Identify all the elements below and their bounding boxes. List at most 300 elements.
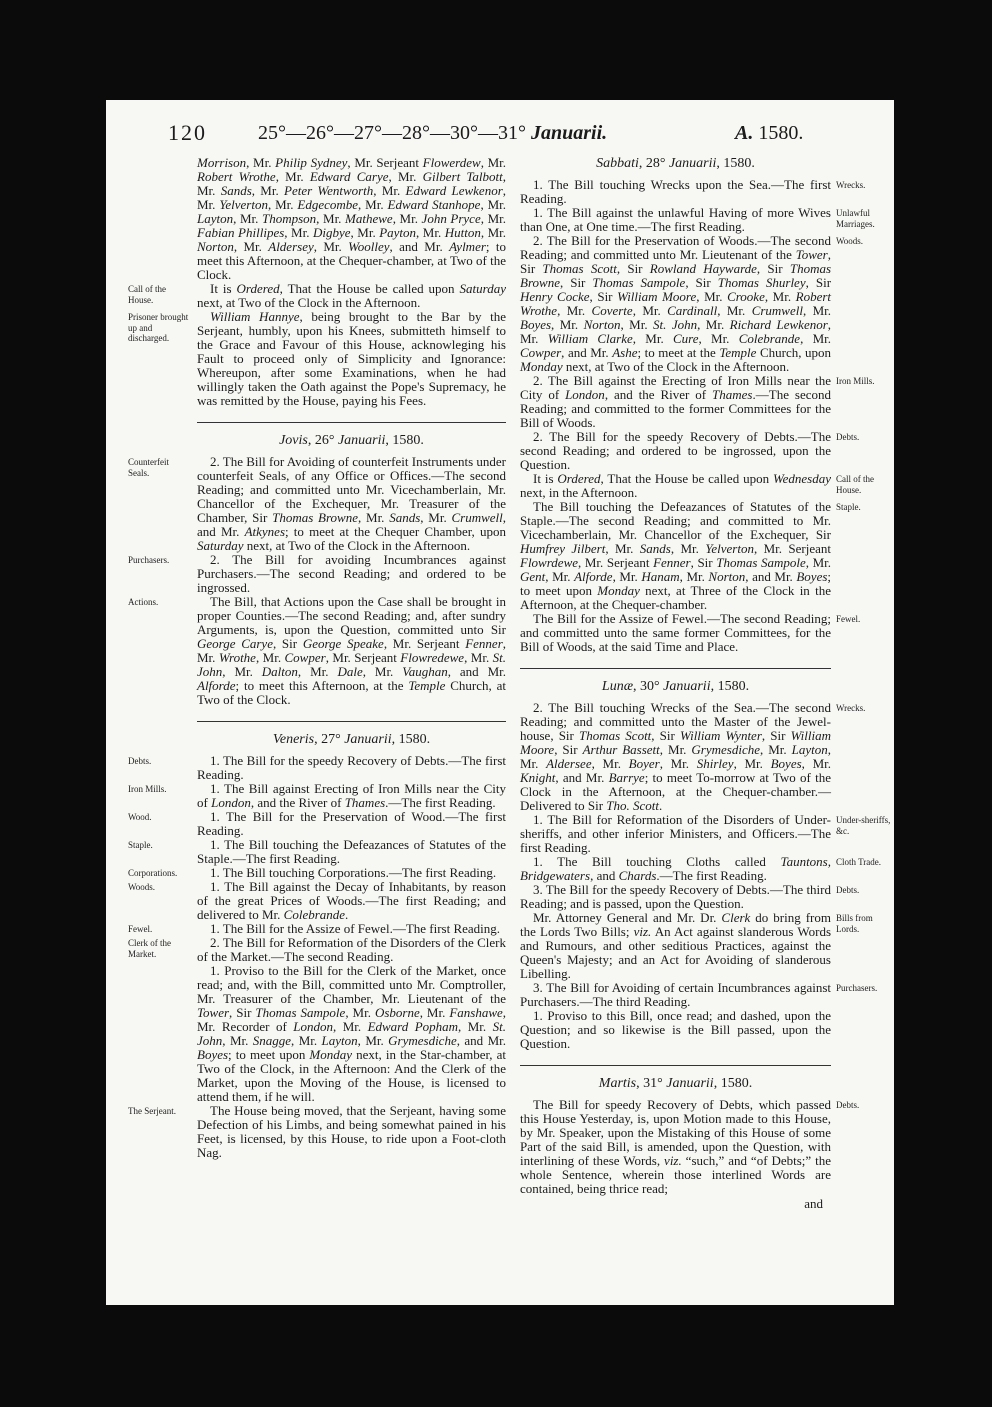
- text-run: , Sir: [685, 275, 718, 290]
- text-run: , Sir: [690, 555, 717, 570]
- right-column: [520, 156, 891, 1211]
- italic-run: Sabbati: [596, 156, 639, 171]
- italic-run: Jovis: [279, 433, 308, 448]
- italic-run: viz.: [633, 924, 652, 939]
- italic-run: William Wynter: [679, 728, 762, 743]
- text-run: , Mr.: [392, 211, 422, 226]
- text-run: , Mr.: [591, 756, 629, 771]
- italic-run: St. John: [653, 317, 698, 332]
- text-run: “such,” and “of Debts;” the whole Sentence, wherein those interlined Words are contained, being thrice read;: [520, 1153, 831, 1196]
- italic-run: Flowerdew: [422, 155, 481, 170]
- text-run: , Mr.: [801, 756, 832, 771]
- italic-run: Wednesday: [772, 471, 831, 486]
- entry-paragraph: [128, 309, 506, 408]
- text-run: , Sir: [616, 261, 650, 276]
- text-run: , Mr.: [350, 225, 380, 240]
- entry-paragraph: [520, 812, 891, 855]
- text-run: 1. The Bill touching Wrecks upon the Sea.—The first Reading.: [520, 177, 831, 206]
- text-run: , and Mr.: [555, 770, 609, 785]
- text-run: , Sir: [272, 636, 303, 651]
- italic-run: Gilbert Talbott: [422, 169, 503, 184]
- text-run: , Mr.: [358, 197, 388, 212]
- year-label: 1580.: [758, 122, 804, 144]
- text-run: , Mr.: [222, 1033, 253, 1048]
- text-run: , Mr.: [233, 211, 262, 226]
- italic-run: Sands: [639, 541, 671, 556]
- margin-note: Staple.: [128, 840, 153, 850]
- italic-run: Barrye: [608, 770, 645, 785]
- text-run: , Mr.: [696, 289, 728, 304]
- text-run: , 1580.: [385, 433, 424, 448]
- margin-note: Fewel.: [128, 924, 153, 934]
- margin-note: Actions.: [128, 597, 159, 607]
- entry-paragraph: [197, 156, 506, 282]
- entry-paragraph: [520, 980, 878, 1009]
- text-run: , and Mr.: [389, 239, 450, 254]
- italic-run: Dale: [337, 664, 363, 679]
- text-run: The Bill, that Actions upon the Case shall be brought in proper Counties.—The second Reading; and, after sundry Arguments, is, upon the Question, committed unto Sir: [197, 594, 506, 637]
- italic-run: Flowredewe: [400, 650, 465, 665]
- text-run: 2. The Bill for the Preservation of Woods.—The second Reading; and committed unto Mr. Lieutenant of the: [520, 233, 831, 262]
- italic-run: Crumwell: [751, 303, 803, 318]
- text-run: , Mr.: [332, 1019, 368, 1034]
- text-run: , Mr.: [419, 1005, 450, 1020]
- text-run: 1. The Bill against the unlawful Having of more Wives than One, at One time.—The first Reading.: [520, 205, 831, 234]
- italic-run: Richard Lewkenor: [729, 317, 828, 332]
- entry-paragraph: [128, 879, 506, 922]
- italic-run: Thomas Scott: [579, 728, 652, 743]
- text-run: 3. The Bill for Avoiding of certain Incumbrances against Purchasers.—The third Reading.: [520, 980, 831, 1009]
- text-run: , Mr.: [267, 197, 298, 212]
- text-run: , Sir: [229, 1005, 256, 1020]
- margin-note: Wrecks.: [836, 180, 866, 190]
- day-heading: [197, 732, 506, 748]
- italic-run: Snagge: [252, 1033, 292, 1048]
- section-rule: [197, 422, 506, 423]
- italic-run: Cowper: [520, 345, 562, 360]
- entry-paragraph: [128, 454, 507, 553]
- italic-run: Temple: [719, 345, 757, 360]
- text-run: , Mr.: [697, 317, 730, 332]
- text-run: .—The second Reading; and committed to the former Committees for the Bill of Woods.: [520, 387, 831, 430]
- text-run: , Mr.: [520, 317, 832, 346]
- text-run: The Bill for the Assize of Fewel.—The second Reading; and committed unto the same former Committees, for the Bill of Woods, at the said Time and Place.: [520, 611, 831, 654]
- italic-run: Sands: [220, 183, 252, 198]
- italic-run: Thames: [344, 795, 386, 810]
- text-run: , Mr.: [698, 331, 739, 346]
- text-run: , Mr.: [520, 742, 832, 771]
- text-run: , Mr. Serjeant: [383, 636, 466, 651]
- text-run: , Mr.: [733, 756, 771, 771]
- day-heading: [520, 679, 831, 695]
- entry-paragraph: [520, 233, 864, 374]
- italic-run: Edward Lewkenor: [405, 183, 503, 198]
- text-run: .—The first Reading.: [385, 795, 496, 810]
- italic-run: Humfrey Jilbert: [520, 541, 606, 556]
- italic-run: Thomas Scott: [542, 261, 617, 276]
- text-run: ; to meet To-morrow at Two of the Clock in the Afternoon, at the Chequer-chamber.—Delivered to Sir: [520, 770, 831, 813]
- catchword: and: [804, 1196, 823, 1211]
- entry-paragraph: [128, 935, 506, 964]
- text-run: , Sir: [559, 275, 593, 290]
- text-run: , Mr. Serjeant: [578, 555, 654, 570]
- text-run: .: [659, 798, 663, 813]
- entry-paragraph: [128, 753, 506, 782]
- margin-note: Bills from Lords.: [836, 913, 873, 934]
- italic-run: William Moore: [520, 728, 832, 757]
- text-run: , and the River of: [604, 387, 713, 402]
- italic-run: Monday: [309, 1047, 353, 1062]
- text-run: , Mr.: [612, 569, 642, 584]
- margin-note: Unlawful Marriages.: [836, 208, 875, 229]
- italic-run: Lunæ: [601, 679, 634, 694]
- text-run: , That the House be called upon: [279, 281, 460, 296]
- italic-run: Fabian Phillipes: [197, 225, 285, 240]
- text-run: ; to meet upon: [228, 1047, 310, 1062]
- margin-note: Corporations.: [128, 868, 178, 878]
- entry-paragraph: [520, 177, 866, 206]
- text-run: ; to meet at the Chequer Chamber, upon: [285, 524, 506, 539]
- text-run: , Mr.: [557, 303, 592, 318]
- text-run: , Mr.: [480, 197, 507, 212]
- italic-run: Ashe: [612, 345, 638, 360]
- text-run: 2. The Bill for Avoiding of counterfeit Instruments under counterfeit Seals, of any Office or Offices.—The second Reading; and committed unto Mr. Vicechamberlain, Mr. Chancellor of the Exchequer, Mr. Treasurer of the Chamber, Sir: [197, 454, 506, 525]
- margin-note: Call of the House.: [836, 474, 874, 495]
- text-run: , Mr.: [632, 303, 668, 318]
- text-run: next, at Three of the Clock in the Afternoon, at the Chequer-chamber.: [520, 583, 831, 612]
- text-run: 1. The Bill for the speedy Recovery of Debts.—The first Reading.: [197, 753, 506, 782]
- italic-run: Boyes: [770, 756, 802, 771]
- entry-paragraph: [520, 700, 866, 813]
- text-run: , Mr.: [313, 239, 349, 254]
- margin-note: Wood.: [128, 812, 152, 822]
- italic-run: Thames: [712, 387, 753, 402]
- italic-run: Tho. Scott: [606, 798, 660, 813]
- italic-run: Temple: [408, 678, 446, 693]
- italic-run: Januarii: [666, 1076, 714, 1091]
- text-run: 2. The Bill against the Erecting of Iron Mills near the City of: [520, 373, 831, 402]
- text-run: , Mr.: [197, 636, 507, 665]
- margin-note: Under-sheriffs, &c.: [836, 815, 891, 836]
- text-run: 1. The Bill for Reformation of the Disorders of Under-sheriffs, and other inferior Ministers, and Officers.—The first Reading.: [520, 812, 831, 855]
- italic-run: Aldersey: [268, 239, 314, 254]
- text-run: , Mr.: [291, 1033, 322, 1048]
- margin-note: Debts.: [836, 432, 860, 442]
- italic-run: Henry Cocke: [520, 289, 590, 304]
- text-run: , Mr.: [659, 756, 697, 771]
- left-column: [128, 155, 507, 1160]
- entry-paragraph: [128, 552, 506, 595]
- italic-run: Digbye: [312, 225, 351, 240]
- text-run: 2. The Bill for avoiding Incumbrances against Purchasers.—The second Reading; and ordered to be ingrossed.: [197, 552, 506, 595]
- text-run: , Mr.: [764, 289, 796, 304]
- italic-run: Shirley: [696, 756, 734, 771]
- italic-run: St. John: [197, 650, 507, 679]
- italic-run: Monday: [597, 583, 640, 598]
- text-run: Mr. Attorney General and Mr. Dr.: [533, 910, 722, 925]
- text-run: , Mr.: [197, 169, 507, 198]
- italic-run: Chards: [618, 868, 657, 883]
- italic-run: Hutton: [444, 225, 481, 240]
- italic-run: Woolley: [348, 239, 390, 254]
- text-run: ; to meet this Afternoon, at the: [235, 678, 409, 693]
- italic-run: Layton: [791, 742, 828, 757]
- text-run: , Sir: [756, 261, 790, 276]
- margin-note: Staple.: [836, 502, 861, 512]
- italic-run: Grymesdiche: [691, 742, 761, 757]
- text-run: An Act against slanderous Words and Rumours, and other seditious Practices, against the Queen's Majesty; and an Act for Avoiding of slanderous Libelling.: [520, 924, 832, 981]
- section-rule: [197, 721, 506, 722]
- italic-run: Atkynes: [244, 524, 285, 539]
- italic-run: Crooke: [727, 289, 765, 304]
- italic-run: Edward Stanhope: [387, 197, 481, 212]
- text-run: , Mr.: [357, 1033, 389, 1048]
- day-heading: [520, 1076, 831, 1092]
- text-run: 1. The Bill touching the Defeazances of Statutes of the Staple.—The first Reading.: [197, 837, 506, 866]
- italic-run: Thompson: [261, 211, 317, 226]
- page-number: 120: [168, 120, 207, 145]
- italic-run: John Pryce: [421, 211, 481, 226]
- italic-run: Aylmer: [449, 239, 486, 254]
- text-run: , Mr.: [760, 742, 792, 757]
- entry-paragraph: [128, 865, 506, 880]
- text-run: , Mr.: [620, 317, 654, 332]
- text-run: , Mr.: [197, 183, 507, 212]
- text-run: 1. The Bill against Erecting of Iron Mills near the City of: [197, 781, 506, 810]
- italic-run: Cowper: [284, 650, 326, 665]
- italic-run: Morrison: [197, 155, 247, 170]
- text-run: 1. The Bill for the Preservation of Wood.—The first Reading.: [197, 809, 506, 838]
- italic-run: Grymesdiche: [388, 1033, 457, 1048]
- italic-run: Colebrande: [738, 331, 801, 346]
- text-run: The Bill touching the Defeazances of Statutes of the Staple.—The second Reading; and committed to Mr. Vicechamberlain, Mr. Chancellor of the Exchequer, Sir: [520, 499, 831, 542]
- text-run: , 27°: [314, 732, 345, 747]
- italic-run: Thomas Browne: [272, 510, 358, 525]
- italic-run: Hanam: [641, 569, 680, 584]
- text-run: , Mr.: [802, 303, 832, 318]
- text-run: , and Mr.: [456, 1033, 506, 1048]
- margin-note: Debts.: [836, 1100, 860, 1110]
- margin-note: Cloth Trade.: [836, 857, 882, 867]
- text-run: , Mr.: [800, 331, 832, 346]
- italic-run: William Moore: [617, 289, 697, 304]
- text-run: ; to meet at the: [637, 345, 720, 360]
- section-rule: [520, 1065, 831, 1066]
- text-run: ; to meet this Afternoon, at the Chequer-chamber, at Two of the Clock.: [197, 239, 506, 282]
- text-run: , Mr.: [679, 569, 709, 584]
- text-run: , Mr.: [416, 225, 445, 240]
- margin-note: Purchasers.: [128, 555, 170, 565]
- text-run: , Mr.: [233, 239, 269, 254]
- running-title-month: Januarii.: [531, 122, 608, 144]
- italic-run: Norton: [583, 317, 621, 332]
- text-run: , Mr.: [480, 225, 507, 240]
- text-run: , Mr. Serjeant: [753, 541, 831, 556]
- text-run: , and Mr.: [197, 510, 507, 539]
- italic-run: Mathewe: [345, 211, 393, 226]
- italic-run: viz.: [664, 1153, 682, 1168]
- italic-run: Clerk: [721, 910, 751, 925]
- text-run: , That the House be called upon: [600, 471, 773, 486]
- italic-run: Saturday: [197, 538, 244, 553]
- text-run: The Bill for speedy Recovery of Debts, which passed this House Yesterday, is, upon Motion made to this House, by Mr. Speaker, upon the Mistaking of this House of some Part of the said Bill, is amended, upon the Question, with interlining of these Words,: [520, 1097, 831, 1168]
- running-year: [735, 120, 803, 146]
- day-heading: [520, 156, 831, 172]
- text-run: 1. The Bill against the Decay of Inhabitants, by reason of the great Prices of Woods.—The first Reading; and delivered to Mr.: [197, 879, 506, 922]
- text-run: , and the River of: [250, 795, 345, 810]
- italic-run: Coverte: [591, 303, 633, 318]
- italic-run: Januarii: [344, 732, 392, 747]
- italic-run: Fanshawe: [449, 1005, 503, 1020]
- entry-paragraph: [520, 1009, 831, 1051]
- text-run: , 31°: [636, 1076, 667, 1091]
- italic-run: Januarii: [337, 433, 386, 448]
- text-run: , 1580.: [713, 1076, 753, 1091]
- text-run: , being brought to the Bar by the Serjeant, humbly, upon his Knees, submitteth himself to the Grace and Favour of this House, acknowleging his Fault to proceed only of Simplicity and Ignorance: Whereupon, after some Examinations, when he had willingly taken the Oath against the Pope's Supremacy, he was remitted by the House, paying his Fees.: [197, 309, 506, 408]
- italic-run: Januarii: [663, 679, 711, 694]
- margin-note: Fewel.: [836, 614, 861, 624]
- margin-note: Woods.: [836, 236, 864, 246]
- text-run: , 30°: [633, 679, 664, 694]
- italic-run: Wrothe: [218, 650, 256, 665]
- text-run: , Mr.: [545, 569, 575, 584]
- text-run: , and: [590, 868, 619, 883]
- entry-paragraph: [128, 837, 506, 866]
- text-run: , Mr.: [659, 742, 692, 757]
- entry-paragraph: [197, 964, 506, 1104]
- text-run: , Sir: [805, 275, 832, 290]
- text-run: 1. Proviso to the Bill for the Clerk of the Market, once read; and, with the Bill, committed unto Mr. Comptroller, Mr. Treasurer of the Chamber, Mr. Lieutenant of the: [197, 963, 506, 1006]
- running-title-dates: 25°—26°—27°—28°—30°—31°: [258, 122, 526, 144]
- text-run: The House being moved, that the Serjeant, having some Defection of his Limbs, and being somewhat pained in his Feet, is licensed, by this House, to ride upon a Foot-cloth Nag.: [197, 1103, 506, 1160]
- text-run: , Mr.: [717, 303, 752, 318]
- text-run: , Sir: [589, 289, 618, 304]
- margin-note: Debts.: [128, 756, 152, 766]
- italic-run: Dalton: [261, 664, 298, 679]
- italic-run: Aldersee: [546, 756, 592, 771]
- margin-note: Debts.: [836, 885, 860, 895]
- italic-run: London: [565, 387, 605, 402]
- text-run: , 1580.: [716, 156, 755, 171]
- entry-paragraph: [520, 471, 874, 500]
- italic-run: Boyes: [197, 1047, 229, 1062]
- italic-run: Cardinall: [667, 303, 718, 318]
- italic-run: Knight: [520, 770, 556, 785]
- text-run: , Mr.: [362, 664, 403, 679]
- entry-paragraph: [128, 809, 506, 838]
- text-run: , Mr.: [420, 510, 452, 525]
- italic-run: Saturday: [459, 281, 506, 296]
- italic-run: Layton: [321, 1033, 358, 1048]
- entry-paragraph: [520, 910, 873, 981]
- text-run: , Mr.: [284, 225, 313, 240]
- text-run: Church, upon: [756, 345, 831, 360]
- italic-run: Yelverton: [705, 541, 754, 556]
- text-run: next, in the Afternoon.: [520, 485, 638, 500]
- text-run: 2. The Bill for the speedy Recovery of Debts.—The second Reading; and ordered to be ingrossed, upon the Question.: [520, 429, 831, 472]
- text-run: 2. The Bill for Reformation of the Disorders of the Clerk of the Market.—The second Reading.: [197, 935, 506, 964]
- italic-run: Flowrdewe: [520, 555, 579, 570]
- italic-run: Boyer: [628, 756, 660, 771]
- anno-label: A.: [735, 122, 754, 144]
- text-run: , Sir: [554, 742, 583, 757]
- margin-note: The Serjeant.: [128, 1106, 176, 1116]
- margin-note: Iron Mills.: [836, 376, 875, 386]
- text-run: next, at Two of the Clock in the Afternoon.: [197, 295, 421, 310]
- text-run: , Mr.: [297, 664, 338, 679]
- italic-run: Edward Popham: [367, 1019, 459, 1034]
- italic-run: Martis: [598, 1076, 637, 1091]
- entry-paragraph: [520, 499, 861, 612]
- italic-run: Layton: [197, 211, 234, 226]
- text-run: , 1580.: [710, 679, 750, 694]
- italic-run: Sands: [389, 510, 421, 525]
- entry-paragraph: [520, 882, 860, 911]
- italic-run: St. John: [197, 1019, 506, 1048]
- entry-paragraph: [520, 1097, 860, 1196]
- italic-run: Alforde: [574, 569, 613, 584]
- text-run: , Mr.: [464, 650, 493, 665]
- section-rule: [520, 668, 831, 669]
- italic-run: Ordered: [557, 471, 601, 486]
- italic-run: George Carye: [197, 636, 273, 651]
- text-run: , Mr.: [275, 169, 310, 184]
- margin-note: Call of the House.: [128, 284, 166, 305]
- italic-run: Alforde: [197, 678, 236, 693]
- italic-run: Cure: [672, 331, 699, 346]
- text-run: , Mr.: [458, 1019, 493, 1034]
- text-run: , Sir: [651, 728, 680, 743]
- italic-run: Peter Wentworth: [284, 183, 374, 198]
- italic-run: Monday: [520, 359, 563, 374]
- text-run: , 1580.: [391, 732, 431, 747]
- text-run: , 28°: [638, 156, 669, 171]
- margin-note: Clerk of the Market.: [128, 938, 171, 959]
- text-run: ; to meet upon: [520, 569, 832, 598]
- text-run: , Mr.: [632, 331, 673, 346]
- italic-run: Crumwell: [451, 510, 503, 525]
- text-run: .—The first Reading.: [656, 868, 767, 883]
- margin-note: Woods.: [128, 882, 156, 892]
- page-scan: [106, 100, 894, 1305]
- italic-run: Fenner: [465, 636, 503, 651]
- italic-run: Ordered: [236, 281, 280, 296]
- italic-run: Yelverton: [219, 197, 268, 212]
- text-run: , Mr.: [358, 510, 390, 525]
- italic-run: Thomas Shurley: [717, 275, 806, 290]
- entry-paragraph: [520, 611, 861, 654]
- text-run: , and Mr.: [745, 569, 797, 584]
- italic-run: Vaughan: [402, 664, 448, 679]
- entry-paragraph: [520, 429, 860, 472]
- text-run: , Mr.: [222, 664, 262, 679]
- text-run: do bring from the Lords Two Bills;: [520, 910, 831, 939]
- margin-note: Prisoner brought up and discharged.: [128, 312, 189, 343]
- text-run: , Mr.: [805, 555, 832, 570]
- text-run: , Mr.: [480, 211, 506, 226]
- text-run: next, at Two of the Clock in the Afternoon.: [562, 359, 790, 374]
- text-run: , Mr.: [246, 155, 276, 170]
- text-run: Church, at Two of the Clock.: [197, 678, 506, 707]
- margin-note: Purchasers.: [836, 983, 878, 993]
- text-run: It is: [533, 471, 558, 486]
- text-run: 1. The Bill touching Cloths called: [533, 854, 781, 869]
- text-run: next, at Two of the Clock in the Afternoon.: [243, 538, 471, 553]
- entry-paragraph: [520, 373, 875, 430]
- margin-note: Iron Mills.: [128, 784, 167, 794]
- day-heading: [197, 433, 506, 449]
- italic-run: Tower: [197, 1005, 230, 1020]
